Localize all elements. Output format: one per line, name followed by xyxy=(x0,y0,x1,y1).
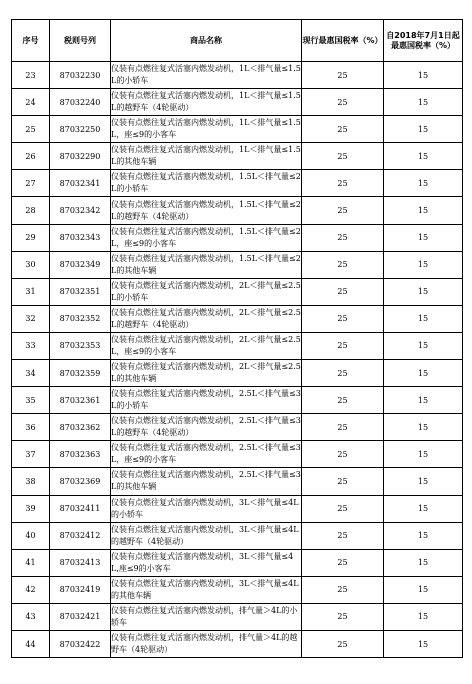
new-rate-cell: 15 xyxy=(384,522,463,549)
seq-cell: 39 xyxy=(12,495,50,522)
new-rate-cell: 15 xyxy=(384,630,463,657)
seq-cell: 23 xyxy=(12,62,50,89)
tariff-code-cell: 87032421 xyxy=(50,603,111,630)
new-rate-cell: 15 xyxy=(384,576,463,603)
new-rate-cell: 15 xyxy=(384,468,463,495)
new-rate-cell: 15 xyxy=(384,495,463,522)
product-name-cell: 仪装有点燃往复式活塞内燃发动机，2.5L＜排气量≤3L的小轿车 xyxy=(111,387,302,414)
new-rate-cell: 15 xyxy=(384,251,463,278)
header-product-name: 商品名称 xyxy=(111,20,302,62)
tariff-code-cell: 87032363 xyxy=(50,441,111,468)
table-row xyxy=(12,630,463,657)
product-name-cell: 仪装有点燃往复式活塞内燃发动机，1L＜排气量≤1.5L的其他车辆 xyxy=(111,143,302,170)
product-name-cell: 仪装有点燃往复式活塞内燃发动机，2L＜排气量≤2.5L的越野车（4轮驱动） xyxy=(111,305,302,332)
tariff-code-cell: 87032240 xyxy=(50,89,111,116)
table-row xyxy=(12,62,463,89)
table-row xyxy=(12,89,463,116)
seq-cell: 38 xyxy=(12,468,50,495)
table-row xyxy=(12,170,463,197)
current-rate-cell: 25 xyxy=(302,305,384,332)
tariff-code-cell: 87032352 xyxy=(50,305,111,332)
tariff-code-cell: 87032359 xyxy=(50,360,111,387)
seq-cell: 32 xyxy=(12,305,50,332)
seq-cell: 44 xyxy=(12,630,50,657)
table-row xyxy=(12,278,463,305)
table-row xyxy=(12,495,463,522)
table-row xyxy=(12,116,463,143)
seq-cell: 30 xyxy=(12,251,50,278)
tariff-code-cell: 87032419 xyxy=(50,576,111,603)
header-new-rate: 自2018年7月1日起最惠国税率（%） xyxy=(384,20,463,62)
seq-cell: 28 xyxy=(12,197,50,224)
current-rate-cell: 25 xyxy=(302,224,384,251)
tariff-code-cell: 87032290 xyxy=(50,143,111,170)
product-name-cell: 仪装有点燃往复式活塞内燃发动机，1L＜排气量≤1.5L的越野车（4轮驱动） xyxy=(111,89,302,116)
seq-cell: 37 xyxy=(12,441,50,468)
header-seq: 序号 xyxy=(12,20,50,62)
table-row xyxy=(12,305,463,332)
header-current-rate: 现行最惠国税率（%） xyxy=(302,20,384,62)
tariff-code-cell: 87032413 xyxy=(50,549,111,576)
header-row xyxy=(12,20,463,62)
product-name-cell: 仪装有点燃往复式活塞内燃发动机，1.5L＜排气量≤2L的小轿车 xyxy=(111,170,302,197)
new-rate-cell: 15 xyxy=(384,89,463,116)
table-row xyxy=(12,143,463,170)
current-rate-cell: 25 xyxy=(302,62,384,89)
seq-cell: 29 xyxy=(12,224,50,251)
product-name-cell: 仪装有点燃往复式活塞内燃发动机，2.5L＜排气量≤3L，座≤9的小客车 xyxy=(111,441,302,468)
header-tariff-code: 税则号列 xyxy=(50,20,111,62)
table-row xyxy=(12,387,463,414)
new-rate-cell: 15 xyxy=(384,414,463,441)
new-rate-cell: 15 xyxy=(384,224,463,251)
current-rate-cell: 25 xyxy=(302,116,384,143)
product-name-cell: 仪装有点燃往复式活塞内燃发动机，2L＜排气量≤2.5L，座≤9的小客车 xyxy=(111,332,302,359)
current-rate-cell: 25 xyxy=(302,251,384,278)
new-rate-cell: 15 xyxy=(384,143,463,170)
seq-cell: 36 xyxy=(12,414,50,441)
current-rate-cell: 25 xyxy=(302,414,384,441)
new-rate-cell: 15 xyxy=(384,278,463,305)
tariff-code-cell: 87032351 xyxy=(50,278,111,305)
product-name-cell: 仪装有点燃往复式活塞内燃发动机，2.5L＜排气量≤3L的其他车辆 xyxy=(111,468,302,495)
tariff-code-cell: 87032342 xyxy=(50,197,111,224)
tariff-code-cell: 87032341 xyxy=(50,170,111,197)
tariff-code-cell: 87032353 xyxy=(50,332,111,359)
product-name-cell: 仪装有点燃往复式活塞内燃发动机，3L＜排气量≤4L,座≤9的小客车 xyxy=(111,549,302,576)
tariff-code-cell: 87032230 xyxy=(50,62,111,89)
current-rate-cell: 25 xyxy=(302,630,384,657)
table-header xyxy=(12,20,463,62)
tariff-code-cell: 87032349 xyxy=(50,251,111,278)
new-rate-cell: 15 xyxy=(384,116,463,143)
new-rate-cell: 15 xyxy=(384,360,463,387)
current-rate-cell: 25 xyxy=(302,603,384,630)
new-rate-cell: 15 xyxy=(384,170,463,197)
table-body xyxy=(12,62,463,658)
current-rate-cell: 25 xyxy=(302,143,384,170)
current-rate-cell: 25 xyxy=(302,278,384,305)
seq-cell: 42 xyxy=(12,576,50,603)
table-row xyxy=(12,576,463,603)
new-rate-cell: 15 xyxy=(384,603,463,630)
current-rate-cell: 25 xyxy=(302,332,384,359)
product-name-cell: 仪装有点燃往复式活塞内燃发动机，1.5L＜排气量≤2L，座≤9的小客车 xyxy=(111,224,302,251)
current-rate-cell: 25 xyxy=(302,522,384,549)
new-rate-cell: 15 xyxy=(384,197,463,224)
seq-cell: 26 xyxy=(12,143,50,170)
new-rate-cell: 15 xyxy=(384,387,463,414)
table-row xyxy=(12,603,463,630)
new-rate-cell: 15 xyxy=(384,62,463,89)
product-name-cell: 仪装有点燃往复式活塞内燃发动机，1.5L＜排气量≤2L的越野车（4轮驱动） xyxy=(111,197,302,224)
current-rate-cell: 25 xyxy=(302,89,384,116)
product-name-cell: 仪装有点燃往复式活塞内燃发动机，2L＜排气量≤2.5L的小轿车 xyxy=(111,278,302,305)
table-row xyxy=(12,197,463,224)
tariff-code-cell: 87032412 xyxy=(50,522,111,549)
current-rate-cell: 25 xyxy=(302,576,384,603)
tariff-code-cell: 87032411 xyxy=(50,495,111,522)
table-row xyxy=(12,549,463,576)
table-row xyxy=(12,468,463,495)
seq-cell: 24 xyxy=(12,89,50,116)
seq-cell: 34 xyxy=(12,360,50,387)
table-row xyxy=(12,441,463,468)
seq-cell: 40 xyxy=(12,522,50,549)
tariff-table xyxy=(11,19,463,658)
new-rate-cell: 15 xyxy=(384,441,463,468)
product-name-cell: 仪装有点燃往复式活塞内燃发动机，1L＜排气量≤1.5L的小轿车 xyxy=(111,62,302,89)
product-name-cell: 仪装有点燃往复式活塞内燃发动机，3L＜排气量≤4L的小轿车 xyxy=(111,495,302,522)
tariff-code-cell: 87032362 xyxy=(50,414,111,441)
product-name-cell: 仪装有点燃往复式活塞内燃发动机，1L＜排气量≤1.5L，座≤9的小客车 xyxy=(111,116,302,143)
current-rate-cell: 25 xyxy=(302,197,384,224)
seq-cell: 43 xyxy=(12,603,50,630)
table-row xyxy=(12,251,463,278)
current-rate-cell: 25 xyxy=(302,441,384,468)
current-rate-cell: 25 xyxy=(302,170,384,197)
seq-cell: 31 xyxy=(12,278,50,305)
tariff-code-cell: 87032422 xyxy=(50,630,111,657)
tariff-code-cell: 87032250 xyxy=(50,116,111,143)
product-name-cell: 仪装有点燃往复式活塞内燃发动机，2.5L＜排气量≤3L的越野车（4轮驱动） xyxy=(111,414,302,441)
current-rate-cell: 25 xyxy=(302,360,384,387)
table-row xyxy=(12,224,463,251)
tariff-code-cell: 87032369 xyxy=(50,468,111,495)
current-rate-cell: 25 xyxy=(302,387,384,414)
product-name-cell: 仪装有点燃往复式活塞内燃发动机，3L＜排气量≤4L的越野车（4轮驱动） xyxy=(111,522,302,549)
table-row xyxy=(12,414,463,441)
current-rate-cell: 25 xyxy=(302,495,384,522)
tariff-code-cell: 87032343 xyxy=(50,224,111,251)
seq-cell: 35 xyxy=(12,387,50,414)
product-name-cell: 仪装有点燃往复式活塞内燃发动机，2L＜排气量≤2.5L的其他车辆 xyxy=(111,360,302,387)
table-row xyxy=(12,522,463,549)
table-row xyxy=(12,360,463,387)
product-name-cell: 仪装有点燃往复式活塞内燃发动机，3L＜排气量≤4L的其他车辆 xyxy=(111,576,302,603)
seq-cell: 41 xyxy=(12,549,50,576)
table-row xyxy=(12,332,463,359)
current-rate-cell: 25 xyxy=(302,468,384,495)
product-name-cell: 仪装有点燃往复式活塞内燃发动机，排气量＞4L的小轿车 xyxy=(111,603,302,630)
new-rate-cell: 15 xyxy=(384,549,463,576)
seq-cell: 27 xyxy=(12,170,50,197)
new-rate-cell: 15 xyxy=(384,305,463,332)
seq-cell: 25 xyxy=(12,116,50,143)
seq-cell: 33 xyxy=(12,332,50,359)
product-name-cell: 仪装有点燃往复式活塞内燃发动机，1.5L＜排气量≤2L的其他车辆 xyxy=(111,251,302,278)
tariff-code-cell: 87032361 xyxy=(50,387,111,414)
product-name-cell: 仪装有点燃往复式活塞内燃发动机，排气量＞4L的越野车（4轮驱动） xyxy=(111,630,302,657)
new-rate-cell: 15 xyxy=(384,332,463,359)
current-rate-cell: 25 xyxy=(302,549,384,576)
